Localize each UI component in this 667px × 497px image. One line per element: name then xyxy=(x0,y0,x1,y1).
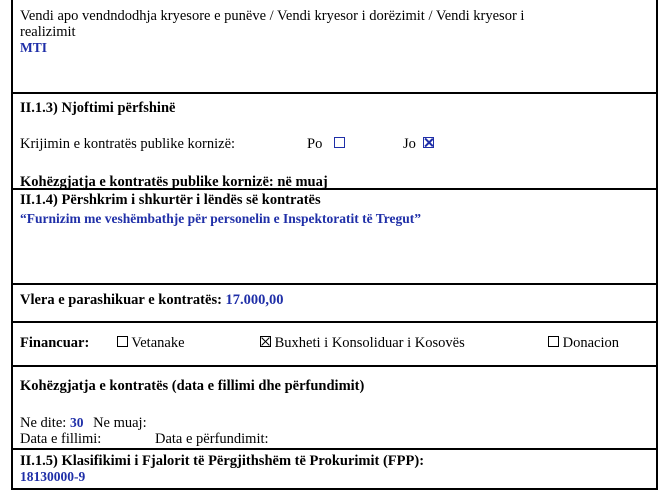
start-date-label: Data e fillimi: xyxy=(20,431,102,447)
financing-own-label: Vetanake xyxy=(131,335,185,351)
framework-no-checkbox-checked[interactable] xyxy=(423,137,434,148)
divider xyxy=(11,283,658,285)
contract-description: “Furnizim me veshëmbathje për personelin e Inspektoratit të Tregut” xyxy=(20,211,421,226)
duration-days-row xyxy=(20,415,147,431)
duration-days-label: Ne dite: xyxy=(20,415,67,431)
framework-no-option[interactable] xyxy=(403,136,434,152)
financing-label: Financuar: xyxy=(20,335,90,351)
financing-option-donation[interactable] xyxy=(548,335,619,351)
framework-no-label: Jo xyxy=(403,136,416,152)
financing-option-budget[interactable] xyxy=(260,335,465,351)
section-heading-ii-1-3: II.1.3) Njoftimi përfshinë xyxy=(20,100,176,116)
duration-days-value: 30 xyxy=(69,415,84,430)
financing-own-checkbox[interactable] xyxy=(117,336,128,347)
framework-yes-label: Po xyxy=(307,136,323,152)
estimated-value-label: Vlera e parashikuar e kontratës: xyxy=(20,292,222,308)
divider xyxy=(11,365,658,367)
financing-option-own[interactable] xyxy=(117,335,185,351)
authority-location-line2: realizimit xyxy=(20,24,76,40)
financing-donation-checkbox[interactable] xyxy=(548,336,559,347)
framework-duration-label: Kohëzgjatja e kontratës publike kornizë: në muaj xyxy=(20,174,328,190)
divider xyxy=(11,92,658,94)
end-date-label: Data e përfundimit: xyxy=(155,431,269,447)
duration-months-label: Ne muaj: xyxy=(93,415,147,431)
contract-duration-heading: Kohëzgjatja e kontratës (data e fillimi dhe përfundimit) xyxy=(20,378,365,394)
section-heading-ii-1-5: II.1.5) Klasifikimi i Fjalorit të Përgjithshëm të Prokurimit (FPP): xyxy=(20,453,425,469)
framework-contract-label: Krijimin e kontratës publike kornizë: xyxy=(20,136,236,152)
estimated-value-amount: 17.000,00 xyxy=(225,292,284,308)
estimated-value-row xyxy=(20,292,284,308)
divider xyxy=(11,448,658,450)
authority-location-line1: Vendi apo vendndodhja kryesore e punëve / Vendi kryesor i dorëzimit / Vendi kryesor i xyxy=(20,8,525,24)
framework-yes-checkbox[interactable] xyxy=(334,137,345,148)
authority-value: MTI xyxy=(20,40,47,55)
financing-donation-label: Donacion xyxy=(562,335,619,351)
financing-budget-checkbox-checked[interactable] xyxy=(260,336,271,347)
cpv-code: 18130000-9 xyxy=(20,469,86,484)
divider xyxy=(11,321,658,323)
section-heading-ii-1-4: II.1.4) Përshkrim i shkurtër i lëndës së kontratës xyxy=(20,192,321,208)
financing-budget-label: Buxheti i Konsoliduar i Kosovës xyxy=(274,335,465,351)
framework-yes-option[interactable] xyxy=(307,136,345,152)
